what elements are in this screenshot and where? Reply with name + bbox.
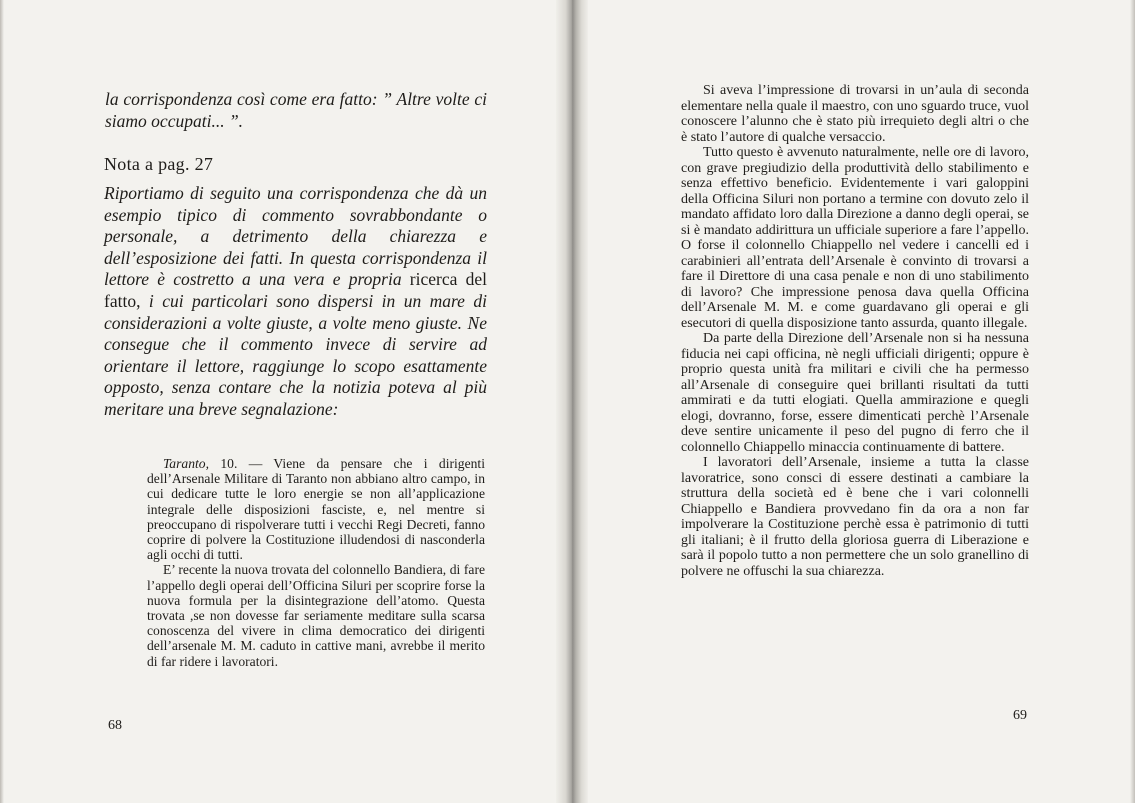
quote-paragraph <box>147 456 485 562</box>
page-number-left: 68 <box>108 718 122 733</box>
page-number-right: 69 <box>1013 708 1027 723</box>
paragraph: Da parte della Direzione dell’Arsenale non si ha nessuna fiducia nei capi officina, nè negli ufficiali dirigenti; oppure è proprio questa unità fra militari e civili che ha permesso all’Arsenale di conseguire quei brillanti risultati da tutti ammirati e da tutti elogiati. Quella ammirazione e quegli elogi, dovranno, forse, essere dimenticati perchè l’Arsenale deve sentire unicamente il peso del pugno di ferro che il colonnello Chiappello minaccia continuamente di battere. <box>681 331 1029 455</box>
quote-paragraph-1-text: 10. — Viene da pensare che i dirigenti dell’Arsenale Militare di Taranto non abbiano altro campo, in cui dedicare tutte le loro energie se non all’applicazione integrale delle disposizioni fasciste, e, nel mentre si preoccupano di rispolverare tutti i vecchi Regi Decreti, fanno coprire di polvere la Costituzione illudendosi di nasconderla agli occhi di tutti. <box>147 456 485 563</box>
left-page <box>0 0 566 803</box>
commentary-part-2: ricerca del fatto, <box>104 269 487 311</box>
left-page-edge <box>0 0 4 803</box>
paragraph: Si aveva l’impressione di trovarsi in un’aula di seconda elementare nella quale il maestro, con uno sguardo truce, vuol conoscere l’alunno che è stato più irrequieto degli altri o che è stato l’autore di qualche versaccio. <box>681 83 1029 145</box>
commentary-paragraph <box>104 183 487 421</box>
intro-text: la corrispondenza così come era fatto: ” Altre volte ci siamo occupati... ”. <box>105 89 487 131</box>
quote-paragraph: E’ recente la nuova trovata del colonnello Bandiera, di fare l’appello degli operai dell’Officina Siluri per scoprire forse la nuova formula per la disintegrazione dell’atomo. Questa trovata ,se non dovesse far seriamente meditare sulla scarsa conoscenza del vivere in clima democratico dei dirigenti dell’arsenale M. M. caduto in cattive mani, avrebbe il merito di far ridere i lavoratori. <box>147 562 485 669</box>
commentary-part-3: i cui particolari sono dispersi in un mare di considerazioni a volte giuste, a volte meno giuste. Ne consegue che il commento invece di servire ad orientare il lettore, raggiunge lo scopo esattamente opposto, senza contare che la notizia poteva al più meritare una breve segnalazione: <box>104 290 487 419</box>
quote-dateline: Taranto, <box>163 456 209 471</box>
section-heading: Nota a pag. 27 <box>104 154 214 174</box>
paragraph: Tutto questo è avvenuto naturalmente, nelle ore di lavoro, con grave pregiudizio della produttività dello stabilimento e senza effettivo beneficio. Evidentemente i vari galoppini della Officina Siluri non portano a termine con dovuto zelo il mandato affidato loro dalla Direzione a danno degli operai, se si è mandato addirittura un ufficiale superiore a fare l’appello. O forse il colonnello Chiappello nel vedere i cancelli ed i carabinieri all’entrata dell’Arsenale è convinto di trovarsi a fare il Direttore di una casa penale e non di uno stabilimento di lavoro? Che impressione penosa dava quella Officina dell’Arsenale M. M. e come guardavano gli operai e gli esecutori di quella disposizione tanto assurda, quanto illegale. <box>681 145 1029 331</box>
paragraph: I lavoratori dell’Arsenale, insieme a tutta la classe lavoratrice, sono consci di essere destinati a cambiare la struttura della società ed è bene che i vari colonnelli Chiappello e Bandiera provvedano fin da ora a non far impolverare la Costituzione perchè essa è patrimonio di tutti gli italiani; è il frutto della gloriosa guerra di Liberazione e sarà il popolo tutto a non permettere che un solo granellino di polvere ne offuschi la sua chiarezza. <box>681 455 1029 579</box>
book-gutter <box>556 0 588 803</box>
right-page-text <box>681 83 1029 579</box>
commentary-part-1: Riportiamo di seguito una corrispondenza che dà un esempio tipico di commento sovrabbondante o personale, a detrimento della chiarezza e dell’esposizione dei fatti. In questa corrispondenza il lettore è costretto a una vera e propria <box>104 183 487 290</box>
quoted-correspondence <box>147 456 485 669</box>
right-page-edge <box>1130 0 1135 803</box>
